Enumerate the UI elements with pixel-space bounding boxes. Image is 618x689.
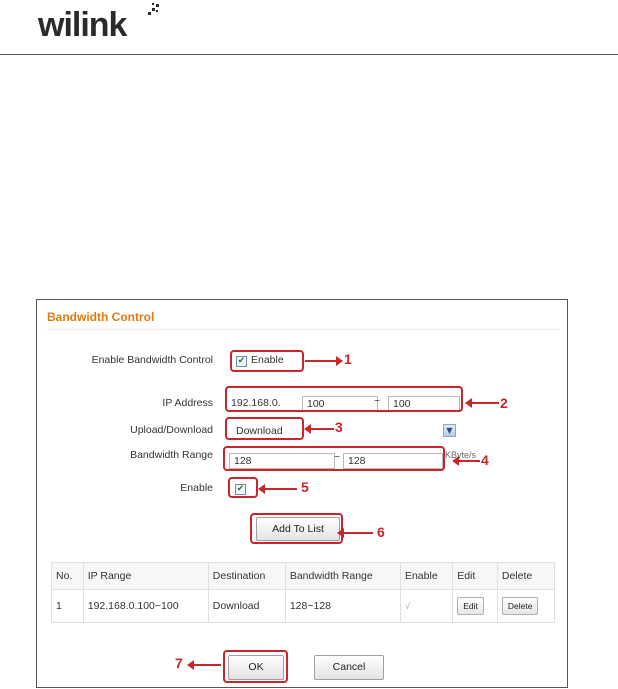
table-row (52, 590, 555, 623)
callout-arrow-4 (458, 460, 480, 462)
column-header-edit: Edit (453, 563, 498, 590)
cell-edit (453, 590, 498, 623)
bandwidth-rules-table (51, 562, 555, 623)
callout-number-6: 6 (377, 524, 385, 540)
cell-enable (400, 590, 452, 623)
cell-bandwidth: 128~128 (285, 590, 400, 623)
cell-destination: Download (208, 590, 285, 623)
bandwidth-control-panel (36, 299, 568, 688)
direction-selected-value: Download (236, 425, 283, 437)
callout-number-7: 7 (175, 655, 183, 671)
ip-range-separator: ~ (374, 395, 381, 407)
upload-download-label: Upload/Download (130, 424, 213, 436)
enabled-check-icon: √ (404, 601, 410, 611)
column-header-destination: Destination (208, 563, 285, 590)
ip-prefix: 192.168.0. (231, 397, 281, 409)
ip-end-input[interactable]: 100 (388, 396, 460, 412)
ip-start-input[interactable]: 100 (302, 396, 378, 412)
callout-box-1 (230, 350, 304, 372)
rule-enable-checkbox[interactable]: ✔ (236, 484, 245, 494)
header-divider (0, 54, 618, 55)
callout-box-5 (228, 477, 258, 498)
callout-number-1: 1 (344, 351, 352, 367)
wilink-logo: wilink (38, 6, 127, 44)
enable-bandwidth-control-checkbox[interactable]: ✔ (237, 356, 246, 366)
bandwidth-unit: KByte/s (445, 450, 477, 460)
enable-bandwidth-control-label: Enable Bandwidth Control (91, 354, 213, 366)
callout-number-4: 4 (481, 452, 489, 468)
cell-delete (497, 590, 554, 623)
callout-arrow-1 (305, 360, 337, 362)
callout-arrow-2 (471, 402, 499, 404)
bandwidth-max-input[interactable]: 128 (343, 453, 443, 469)
ip-address-label: IP Address (162, 397, 213, 409)
callout-number-5: 5 (301, 479, 309, 495)
callout-arrow-5 (264, 488, 297, 490)
panel-title: Bandwidth Control (47, 310, 155, 324)
table-header-row (52, 563, 555, 590)
chevron-down-icon[interactable]: ▼ (443, 424, 456, 437)
callout-box-6 (250, 513, 343, 544)
column-header-ip-range: IP Range (83, 563, 208, 590)
cell-no: 1 (52, 590, 84, 623)
callout-arrow-3 (310, 428, 334, 430)
callout-number-3: 3 (335, 419, 343, 435)
column-header-delete: Delete (497, 563, 554, 590)
column-header-no: No. (52, 563, 84, 590)
callout-number-2: 2 (500, 395, 508, 411)
callout-box-3 (225, 417, 304, 440)
rule-enable-label: Enable (180, 482, 213, 494)
cell-ip-range: 192.168.0.100~100 (83, 590, 208, 623)
enable-checkbox-text: Enable (251, 354, 284, 366)
callout-arrow-6 (343, 532, 373, 534)
delete-button[interactable]: Delete (502, 597, 539, 615)
column-header-bandwidth-range: Bandwidth Range (285, 563, 400, 590)
bandwidth-min-input[interactable]: 128 (229, 453, 335, 469)
bandwidth-range-label: Bandwidth Range (130, 449, 213, 461)
callout-box-2 (225, 386, 463, 412)
bandwidth-range-separator: ~ (334, 451, 341, 463)
ok-button[interactable]: OK (228, 655, 284, 680)
logo-dots-icon (148, 2, 160, 16)
edit-button[interactable]: Edit (457, 597, 484, 615)
add-to-list-button[interactable]: Add To List (256, 517, 340, 541)
callout-box-7 (223, 650, 288, 683)
panel-title-divider (47, 329, 559, 330)
cancel-button[interactable]: Cancel (314, 655, 384, 680)
callout-box-4 (223, 446, 445, 471)
column-header-enable: Enable (400, 563, 452, 590)
callout-arrow-7 (193, 664, 221, 666)
